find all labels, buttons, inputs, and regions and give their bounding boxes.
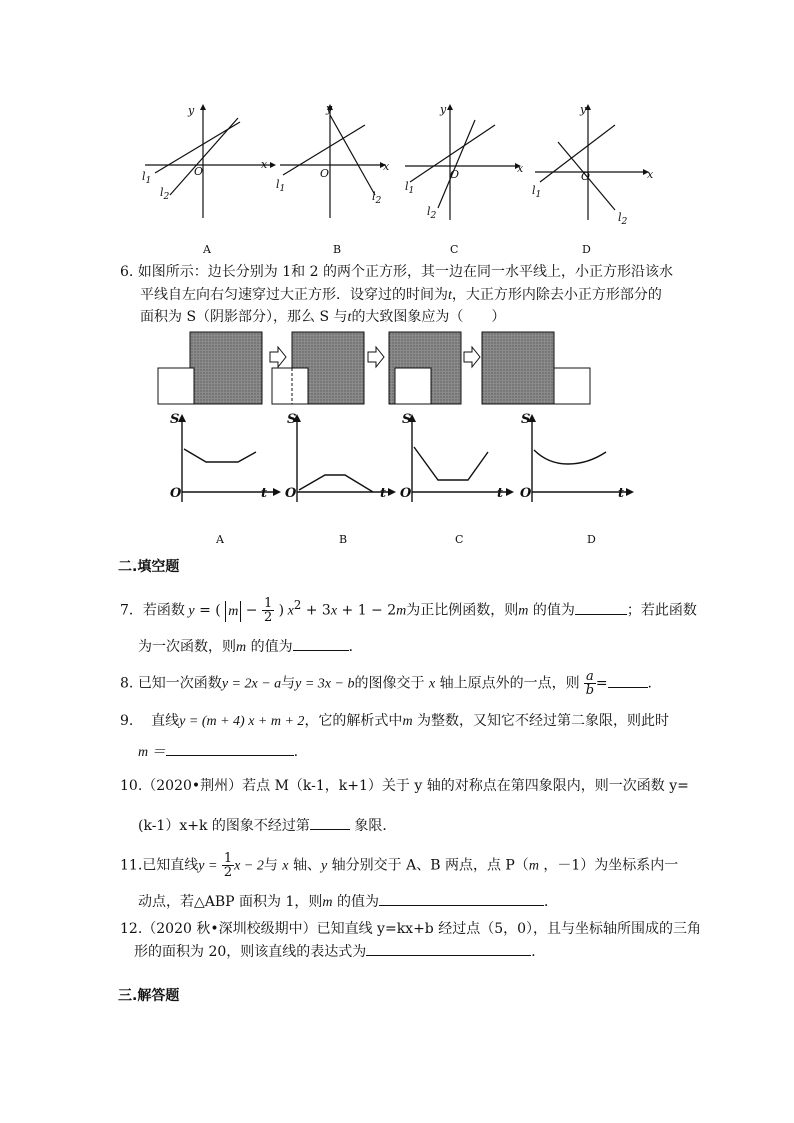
st-d-label: D [587, 533, 596, 546]
q11-line2: 动点，若△ABP 面积为 1，则m 的值为 ． [120, 891, 558, 913]
graph-c-l1: $l_1$ [405, 180, 415, 197]
graph-b [275, 100, 390, 225]
st-a-s: S [170, 412, 180, 427]
q7-line2: 为一次函数，则m 的值为 ． [120, 636, 363, 658]
q12-line1: 12.（2020 秋•深圳校级期中）已知直线 y=kx+b 经过点（5，0），且与坐标轴所围成的三角 [120, 921, 702, 937]
graph-a-l2: $l_2$ [160, 186, 170, 203]
graph-d [530, 100, 660, 228]
q11-line1: 11.已知直线y = $\frac{1}{2}$ x − 2与 x 轴、y 轴分别交于 A、B 两点，点 P（m ，－1）为坐标系内一 [120, 851, 679, 880]
squares-sequence [155, 330, 615, 408]
section-3-title: 三.解答题 [118, 988, 180, 1004]
graph-d-l2: $l_2$ [618, 211, 628, 228]
st-a-o: O [170, 486, 182, 501]
st-a-label: A [216, 533, 224, 546]
section-2-title: 二.填空题 [118, 559, 180, 575]
st-d-o: O [520, 486, 532, 501]
q7-line1: 7．若函数 y = ( m − $\frac{1}{2}$ ) $x^2 + 3x + 1 - 2m$为正比例函数，则m 的值为 ；若此函数 [120, 596, 697, 626]
st-b-s: S [287, 412, 297, 427]
graph-a-l1: $l_1$ [142, 170, 152, 187]
graph-c-y: y [440, 103, 447, 116]
graph-a-x: x [261, 158, 268, 171]
graph-b-origin: O [320, 167, 330, 180]
graph-c-label: C [450, 243, 459, 256]
q8-line: 8. 已知一次函数y = 2x − a与y = 3x − b的图像交于 x 轴上原点外的一点，则 $\frac{a}{b}$ = . [120, 669, 652, 698]
st-c-s: S [402, 412, 412, 427]
graph-c-origin: O [450, 168, 460, 181]
graph-b-label: B [333, 243, 342, 256]
st-d-s: S [521, 412, 531, 427]
st-b-o: O [285, 486, 297, 501]
graph-d-y: y [580, 103, 587, 116]
st-b-label: B [339, 533, 348, 546]
q9-line1: 9. 直线y = (m + 4) x + m + 2，它的解析式中m 为整数，又知它不经过第二象限，则此时 [120, 713, 670, 729]
q10-line1: 10.（2020•荆州）若点 M（k-1，k+1）关于 y 轴的对称点在第四象限内，则一次函数 y= [120, 778, 689, 794]
graph-c-x: x [517, 162, 524, 175]
st-a-t: t [261, 486, 268, 501]
q6-line1: 6. 如图所示：边长分别为 1和 2 的两个正方形，其一边在同一水平线上，小正方形沿该水 [120, 264, 673, 280]
q12-line2: 形的面积为 20，则该直线的表达式为 ． [120, 941, 545, 962]
graph-a [140, 100, 280, 225]
graph-d-x: x [647, 168, 654, 181]
graph-d-label: D [582, 243, 591, 256]
graph-d-origin: O [581, 170, 591, 183]
graph-c [400, 100, 530, 225]
graph-a-label: A [203, 243, 211, 256]
st-b-t: t [380, 486, 387, 501]
st-c-label: C [455, 533, 464, 546]
q6-line3: 面积为 S（阴影部分），那么 S 与t的大致图象应为（ ） [140, 309, 506, 325]
graph-b-y: y [326, 102, 333, 115]
graph-d-l1: $l_1$ [532, 184, 542, 201]
graph-b-x: x [383, 160, 390, 173]
q6-line2: 平线自左向右匀速穿过大正方形．设穿过的时间为t，大正方形内除去小正方形部分的 [140, 287, 662, 303]
graph-a-y: y [188, 104, 195, 117]
st-c-o: O [400, 486, 412, 501]
graph-c-l2: $l_2$ [427, 205, 437, 222]
graph-a-origin: O [194, 165, 204, 178]
q10-line2: (k-1）x+k 的图象不经过第 象限． [120, 815, 396, 836]
st-d-t: t [618, 486, 625, 501]
graph-b-l1: $l_1$ [276, 178, 286, 195]
st-c-t: t [497, 486, 504, 501]
q9-line2: m ＝ . [120, 741, 298, 763]
graph-b-l2: $l_2$ [372, 190, 382, 207]
